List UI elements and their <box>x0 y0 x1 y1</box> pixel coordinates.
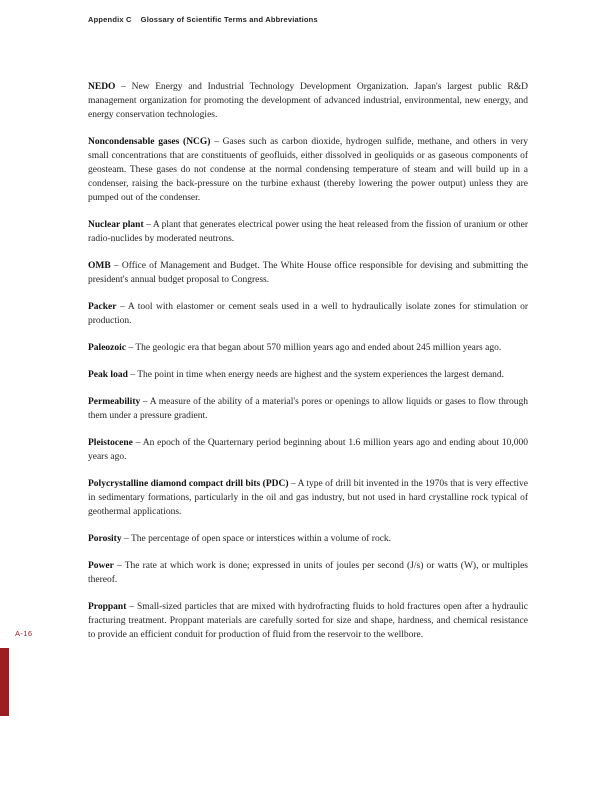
glossary-term: Permeability <box>88 397 141 407</box>
page-edge-tab <box>0 648 9 716</box>
glossary-term: Power <box>88 561 114 571</box>
glossary-entry <box>88 218 528 246</box>
glossary-entry <box>88 477 528 519</box>
glossary-definition: – The percentage of open space or interstices within a volume of rock. <box>123 534 392 544</box>
glossary-definition: – A tool with elastomer or cement seals used in a well to hydraulically isolate zones for stimulation or production. <box>88 302 529 326</box>
glossary-term: Packer <box>88 302 117 312</box>
glossary-term: Nuclear plant <box>88 220 144 230</box>
glossary-entry <box>88 600 528 642</box>
glossary-term: OMB <box>88 261 111 271</box>
glossary-entry <box>88 80 528 122</box>
page-number-label: A-16 <box>15 629 33 638</box>
page-header <box>88 15 318 24</box>
glossary-term: Polycrystalline diamond compact drill bits (PDC) <box>88 479 289 489</box>
glossary-entry <box>88 259 528 287</box>
glossary-list <box>88 80 528 655</box>
header-appendix-label: Appendix C <box>88 15 132 24</box>
glossary-definition: – New Energy and Industrial Technology Development Organization. Japan's largest public R&D management organization for promoting the development of advanced industrial, environmental, new energy, and energy conservation technologies. <box>88 82 528 120</box>
glossary-term: Proppant <box>88 602 127 612</box>
glossary-definition: – A plant that generates electrical power using the heat released from the fission of uranium or other radio-nuclides by moderated neutrons. <box>88 220 529 244</box>
glossary-term: NEDO <box>88 82 116 92</box>
glossary-definition: – A type of drill bit invented in the 1970s that is very effective in sedimentary formations, particularly in the oil and gas industry, but not used in hard crystalline rock typical of geothermal applications. <box>88 479 529 517</box>
glossary-entry <box>88 135 528 205</box>
glossary-entry <box>88 368 528 382</box>
glossary-definition: – Office of Management and Budget. The White House office responsible for devising and submitting the president's annual budget proposal to Congress. <box>88 261 529 285</box>
glossary-definition: – The rate at which work is done; expressed in units of joules per second (J/s) or watts (W), or multiples thereof. <box>88 561 528 585</box>
glossary-entry <box>88 559 528 587</box>
glossary-term: Paleozoic <box>88 343 126 353</box>
header-title: Glossary of Scientific Terms and Abbreviations <box>140 15 318 24</box>
glossary-definition: – Gases such as carbon dioxide, hydrogen sulfide, methane, and others in very small concentrations that are constituents of geofluids, either dissolved in geoliquids or as gaseous components of geosteam. These gases do not condense at the normal condensing temperature of steam and will build up in a condenser, raising the back-pressure on the turbine exhaust (thereby lowering the power output) unless they are pumped out of the condenser. <box>88 137 529 203</box>
glossary-term: Pleistocene <box>88 438 133 448</box>
glossary-entry <box>88 341 528 355</box>
glossary-definition: – The geologic era that began about 570 million years ago and ended about 245 million years ago. <box>128 343 502 353</box>
glossary-entry <box>88 300 528 328</box>
glossary-term: Porosity <box>88 534 122 544</box>
glossary-entry <box>88 436 528 464</box>
glossary-term: Peak load <box>88 370 128 380</box>
glossary-entry <box>88 532 528 546</box>
glossary-definition: – The point in time when energy needs are highest and the system experiences the largest demand. <box>130 370 505 380</box>
glossary-term: Noncondensable gases (NCG) <box>88 137 211 147</box>
glossary-definition: – A measure of the ability of a material's pores or openings to allow liquids or gases to flow through them under a pressure gradient. <box>88 397 528 421</box>
glossary-definition: – An epoch of the Quarternary period beginning about 1.6 million years ago and ending about 10,000 years ago. <box>88 438 529 462</box>
glossary-entry <box>88 395 528 423</box>
glossary-definition: – Small-sized particles that are mixed with hydrofracting fluids to hold fractures open after a hydraulic fracturing treatment. Proppant materials are carefully sorted for size and shape, hardness, and chemical resistance to provide an efficient conduit for production of fluid from the reservoir to the wellbore. <box>88 602 529 640</box>
